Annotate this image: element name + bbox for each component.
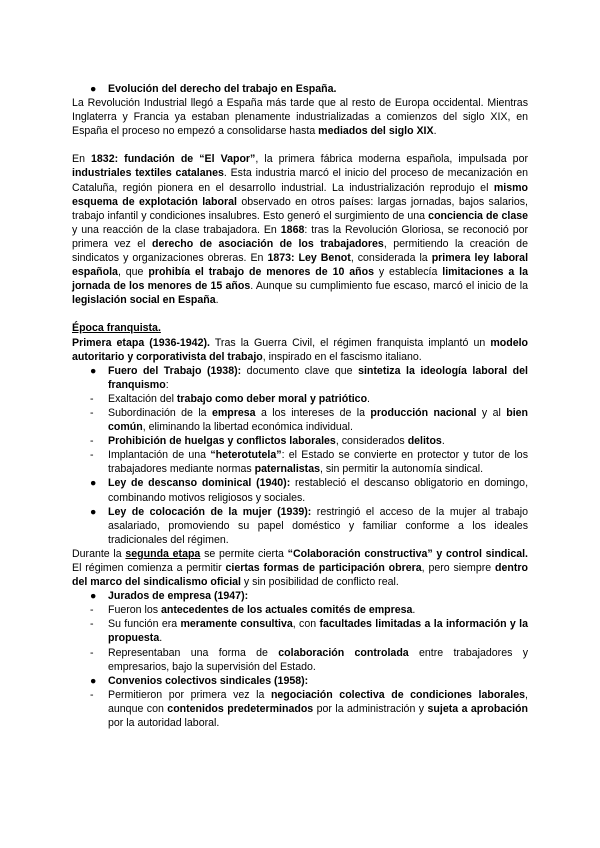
bold-text: sintetiza la ideología laboral del franquismo: [108, 364, 528, 391]
paragraph-history: [72, 152, 528, 307]
bold-text: prohibía el trabajo de menores de 10 años: [148, 266, 374, 279]
bold-text: colaboración controlada: [278, 646, 409, 659]
text-run: Exaltación del: [108, 392, 177, 405]
bold-text: industriales textiles catalanes: [72, 167, 224, 180]
text-run: por la administración y: [313, 702, 428, 715]
list-item-text: [108, 689, 528, 729]
bold-text: paternalistas: [254, 463, 320, 476]
text-run: y una reacción de la clase trabajadora. En: [72, 223, 281, 236]
text-run: .: [215, 294, 219, 307]
bold-text: Ley de descanso dominical (1940):: [108, 477, 291, 490]
bold-text: meramente consultiva: [180, 618, 293, 631]
list-primera-etapa: [72, 364, 528, 547]
list-item-text: [108, 604, 415, 616]
text-run: . Aunque su cumplimiento fue escaso, marcó el inicio de la: [250, 280, 528, 293]
dash-list-item: [72, 603, 528, 617]
document-page: [72, 82, 528, 730]
dash-list-item: [72, 617, 528, 645]
bold-text: Jurados de empresa (1947):: [108, 590, 249, 603]
dash-icon: -: [90, 435, 94, 448]
text-run: , con: [292, 618, 320, 631]
text-run: .: [412, 604, 416, 617]
text-run: Subordinación de la: [108, 406, 212, 419]
text-run: , que: [117, 266, 149, 279]
text-run: Implantación de una: [108, 449, 211, 462]
bold-text: delitos: [407, 435, 442, 448]
text-run: y sin posibilidad de conflicto real.: [240, 576, 399, 589]
bold-text: contenidos predeterminados: [167, 702, 314, 715]
dash-icon: -: [90, 392, 94, 405]
bold-text: negociación colectiva de condiciones laborales: [270, 688, 526, 701]
dash-icon: -: [90, 449, 94, 462]
bold-text: sujeta a aprobación: [427, 702, 528, 715]
bold-text: Fuero del Trabajo (1938):: [108, 364, 242, 377]
bullet-icon: ●: [90, 83, 97, 95]
bullet-list-item: [72, 476, 528, 504]
bold-text: 1873: Ley Benot: [267, 252, 351, 265]
text-run: , considerados: [335, 435, 408, 448]
dash-list-item: [72, 434, 528, 448]
bold-text: antecedentes de los actuales comités de empresa: [161, 604, 413, 617]
bold-text: Ley de colocación de la mujer (1939):: [108, 505, 312, 518]
bullet-icon: ●: [90, 674, 97, 687]
list-item-text: [108, 506, 528, 546]
text-run: :: [165, 378, 169, 391]
text-run: , la primera fábrica moderna española, impulsada por: [255, 153, 528, 166]
dash-list-item: [72, 448, 528, 476]
text-run: .: [441, 435, 445, 448]
text-run: Tras la Guerra Civil, el régimen franquista implantó un: [209, 336, 491, 349]
list-item-text: [108, 618, 528, 644]
text-run: y al: [476, 406, 507, 419]
text-run: observado en otros países: largas jornadas, bajos salarios, trabajo infantil y condiciones insalubres. Esto generó el surgimiento de una: [72, 195, 528, 222]
bullet-list-item: [72, 364, 528, 392]
list-item-text: [108, 365, 528, 391]
bold-text: empresa: [211, 406, 256, 419]
section-title-evolucion: [72, 82, 528, 96]
dash-icon: -: [90, 618, 94, 631]
list-item-text: [108, 449, 528, 475]
bold-text: derecho de asociación de los trabajadores: [151, 237, 384, 250]
bold-text: legislación social en España: [72, 294, 216, 307]
paragraph-intro-bold: mediados del siglo XIX: [318, 125, 434, 138]
dash-icon: -: [90, 688, 94, 701]
bold-text: ciertas formas de participación obrera: [225, 562, 422, 574]
bullet-icon: ●: [90, 590, 97, 603]
text-run: y establecía: [373, 266, 443, 279]
bold-text: modelo autoritario y corporativista del trabajo: [72, 336, 528, 363]
list-item-text: [108, 435, 445, 447]
list-item-text: [108, 675, 308, 687]
text-run: a los intereses de la: [255, 406, 371, 419]
text-run: restringió el acceso de la mujer al trabajo asalariado, promoviendo su papel doméstico y familiar conforme a los ideales tradicionales del régimen.: [108, 505, 528, 546]
dash-icon: -: [90, 604, 94, 617]
paragraph-intro-end: .: [433, 125, 437, 138]
dash-icon: -: [90, 406, 94, 419]
text-run: , sin permitir la autonomía sindical.: [320, 463, 484, 476]
text-run: .: [367, 392, 370, 405]
text-run: se permite cierta: [200, 547, 288, 560]
bold-text: Convenios colectivos sindicales (1958):: [108, 674, 309, 687]
bullet-icon: ●: [90, 364, 97, 377]
dash-list-item: [72, 392, 528, 406]
text-run: , aunque con: [108, 688, 528, 715]
bold-text: facultades limitadas a la información y la propuesta: [108, 618, 528, 645]
bullet-icon: ●: [90, 477, 97, 490]
bold-text: “heterotutela”: [210, 449, 282, 462]
bold-text: Prohibición de huelgas y conflictos laborales: [108, 435, 336, 448]
heading-epoca-franquista: Época franquista.: [72, 322, 161, 335]
list-item-text: [108, 407, 528, 433]
text-run: documento clave que: [241, 364, 359, 377]
bold-text: trabajo como deber moral y patriótico: [176, 392, 368, 405]
text-run: Fueron los: [108, 604, 161, 617]
dash-list-item: [72, 688, 528, 730]
dash-list-item: [72, 406, 528, 434]
list-item-text: [108, 647, 528, 673]
underlined-text: [125, 548, 200, 560]
bullet-list-item: [72, 589, 528, 603]
bold-text: bien común: [108, 406, 529, 434]
text-run: entre trabajadores y empresarios, bajo la supervisión del Estado.: [108, 646, 529, 673]
text-run: Representaban una forma de: [108, 646, 279, 659]
paragraph-intro-text: La Revolución Industrial llegó a España más tarde que al resto de Europa occidental. Mientras Inglaterra y Francia ya estaban plenamente industrializadas a comienzos del siglo XIX, en España el proceso no empezó a consolidarse hasta: [72, 97, 528, 138]
section-title-text: Evolución del derecho del trabajo en España.: [108, 83, 337, 95]
bold-text: “Colaboración constructiva” y control sindical.: [287, 547, 528, 560]
dash-list-item: [72, 646, 528, 674]
paragraph-intro: [72, 96, 528, 138]
bold-text: mismo esquema de explotación laboral: [72, 181, 528, 208]
bold-text: dentro del marco del sindicalismo oficial: [72, 562, 528, 589]
bullet-list-item: [72, 674, 528, 688]
bullet-icon: ●: [90, 505, 97, 518]
bold-text: 1868: [280, 223, 305, 236]
text-run: , inspirado en el fascismo italiano.: [262, 350, 422, 363]
text-run: , eliminando la libertad económica individual.: [142, 421, 353, 434]
text-run: . Esta industria marcó el inicio del proceso de mecanización en Cataluña, región pionera en el desarrollo industrial. La industrialización reprodujo el: [72, 167, 528, 194]
bullet-list-item: [72, 505, 528, 547]
text-run: , considerada la: [350, 252, 432, 265]
bold-text: Primera etapa (1936-1942).: [72, 336, 210, 349]
text-run: restableció el descanso obligatorio en domingo, combinando motivos religiosos y sociales.: [108, 477, 529, 504]
text-run: , pero siempre: [421, 562, 496, 574]
paragraph-primera-etapa: [72, 336, 528, 364]
bold-text: primera ley laboral española: [72, 252, 529, 279]
dash-icon: -: [90, 646, 94, 659]
text-run: por la autoridad laboral.: [108, 717, 220, 730]
text-run: Durante la: [72, 547, 126, 560]
list-segunda-etapa: [72, 589, 528, 730]
text-run: En: [72, 153, 92, 166]
bold-text: limitaciones a la jornada de los menores de 15 años: [72, 266, 528, 293]
bold-text: segunda etapa: [125, 547, 201, 560]
text-run: , permitiendo la creación de sindicatos y organizaciones obreras. En: [72, 237, 528, 265]
text-run: Su función era: [108, 618, 181, 631]
bold-text: conciencia de clase: [428, 209, 528, 222]
paragraph-segunda-etapa: [72, 547, 528, 589]
bold-text: 1832: fundación de “El Vapor”: [91, 153, 256, 166]
list-item-text: [108, 477, 528, 503]
text-run: : tras la Revolución Gloriosa, se reconoció por primera vez el: [72, 223, 529, 250]
bold-text: producción nacional: [370, 406, 477, 419]
list-item-text: [108, 393, 370, 405]
text-run: : el Estado se convierte en protector y tutor de los trabajadores mediante normas: [108, 449, 528, 476]
text-run: Permitieron por primera vez la: [108, 688, 271, 701]
text-run: El régimen comienza a permitir: [72, 562, 226, 574]
text-run: .: [159, 632, 163, 645]
list-item-text: [108, 590, 248, 602]
